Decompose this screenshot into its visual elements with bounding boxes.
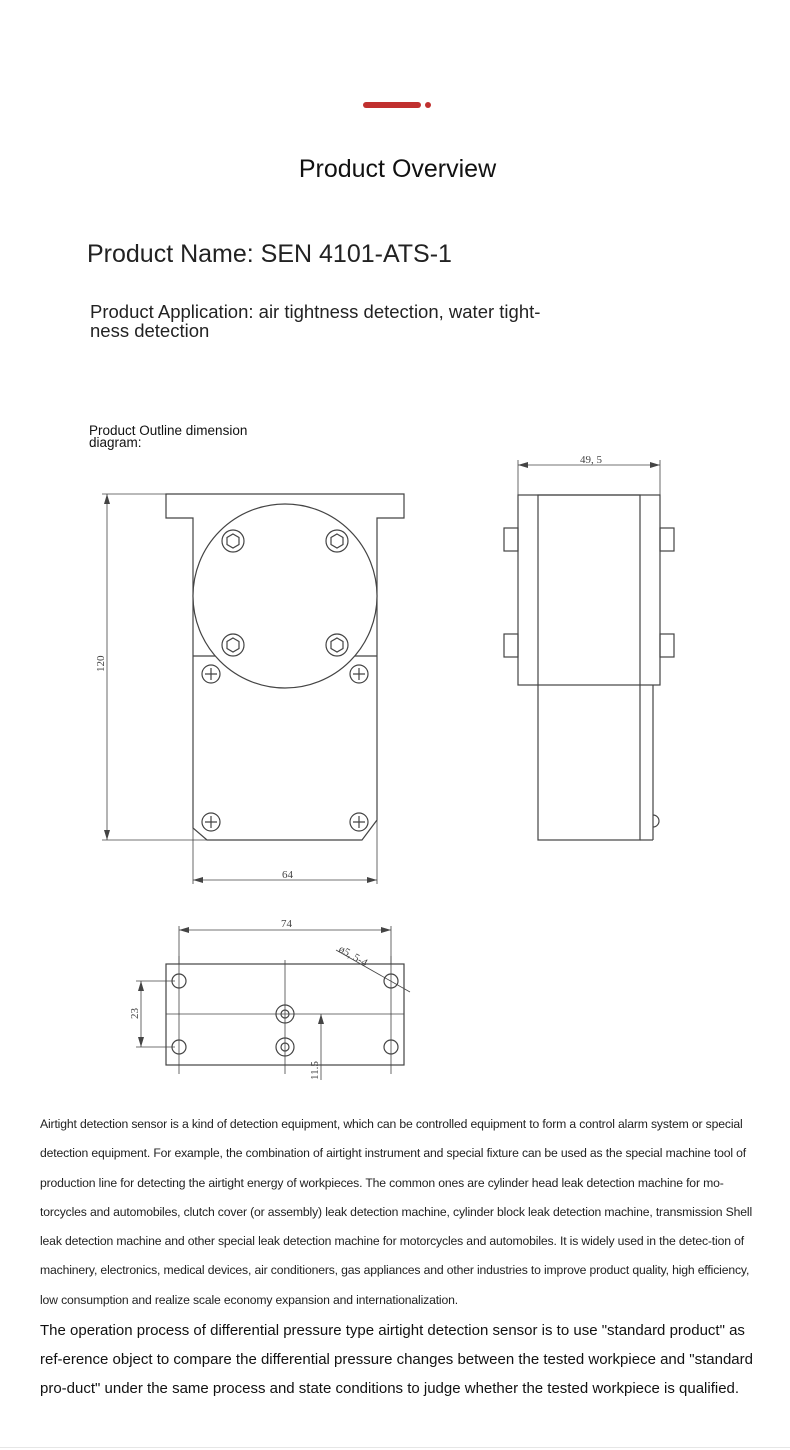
dim-front-width-label: 64: [282, 869, 293, 881]
badge-bar: [363, 102, 421, 108]
badge-word: One: [393, 94, 412, 105]
page-title: Product Overview: [298, 155, 497, 183]
dimension-drawing: [0, 440, 790, 1100]
bottom-divider: [0, 1447, 790, 1448]
cross-screw-icon: [202, 813, 220, 831]
process-paragraph: The operation process of differential pressure type airtight detection sensor is to use "standard product" as ref-erence object to compare the differential pressure changes between the tested workpiece and "standard pro-duct" under the same process and state conditions to judge whether the tested workpiece is qualified.: [40, 1322, 753, 1397]
dim-bottom-width-label: 74: [281, 918, 292, 930]
front-view: [102, 494, 404, 884]
badge-dot: [425, 102, 431, 108]
dim-side-width-label: 49, 5: [580, 454, 602, 466]
dim-height-label: 120: [95, 655, 107, 672]
cross-screw-icon: [202, 665, 220, 683]
section-badge: [363, 96, 433, 114]
description-paragraph: Airtight detection sensor is a kind of detection equipment, which can be controlled equipment to form a control alarm system or special detection equipment. For example, the combination of airtight instrument and special fixture can be used as the special machine tool of production line for detecting the airtight energy of workpieces. The common ones are cylinder head leak detection machine for mo-torcycles and automobiles, clutch cover (or assembly) leak detection machine, cylinder block leak detection machine, transmission Shell leak detection machine and other special leak detection machine for motorcycles and automobiles. It is widely used in the detec-tion of machinery, electronics, medical devices, air conditioners, gas appliances and other industries to improve product quality, high efficiency, low consumption and realize scale economy expansion and internationalization.: [40, 1117, 753, 1307]
product-application: Product Application: air tightness detection, water tight-ness detection: [90, 301, 541, 341]
cross-screw-icon: [350, 813, 368, 831]
dim-hole-dia-label: ø5, 5-4: [336, 943, 370, 970]
side-view: [504, 460, 674, 840]
outline-diagram-label: Product Outline dimension diagram:: [89, 423, 248, 450]
bottom-view: [136, 926, 410, 1080]
cross-screw-icon: [350, 665, 368, 683]
product-name: Product Name: SEN 4101-ATS-1: [87, 240, 452, 268]
dim-hole-spacing-label: 23: [129, 1008, 141, 1019]
dim-hole-offset-label: 11.5: [309, 1061, 321, 1080]
